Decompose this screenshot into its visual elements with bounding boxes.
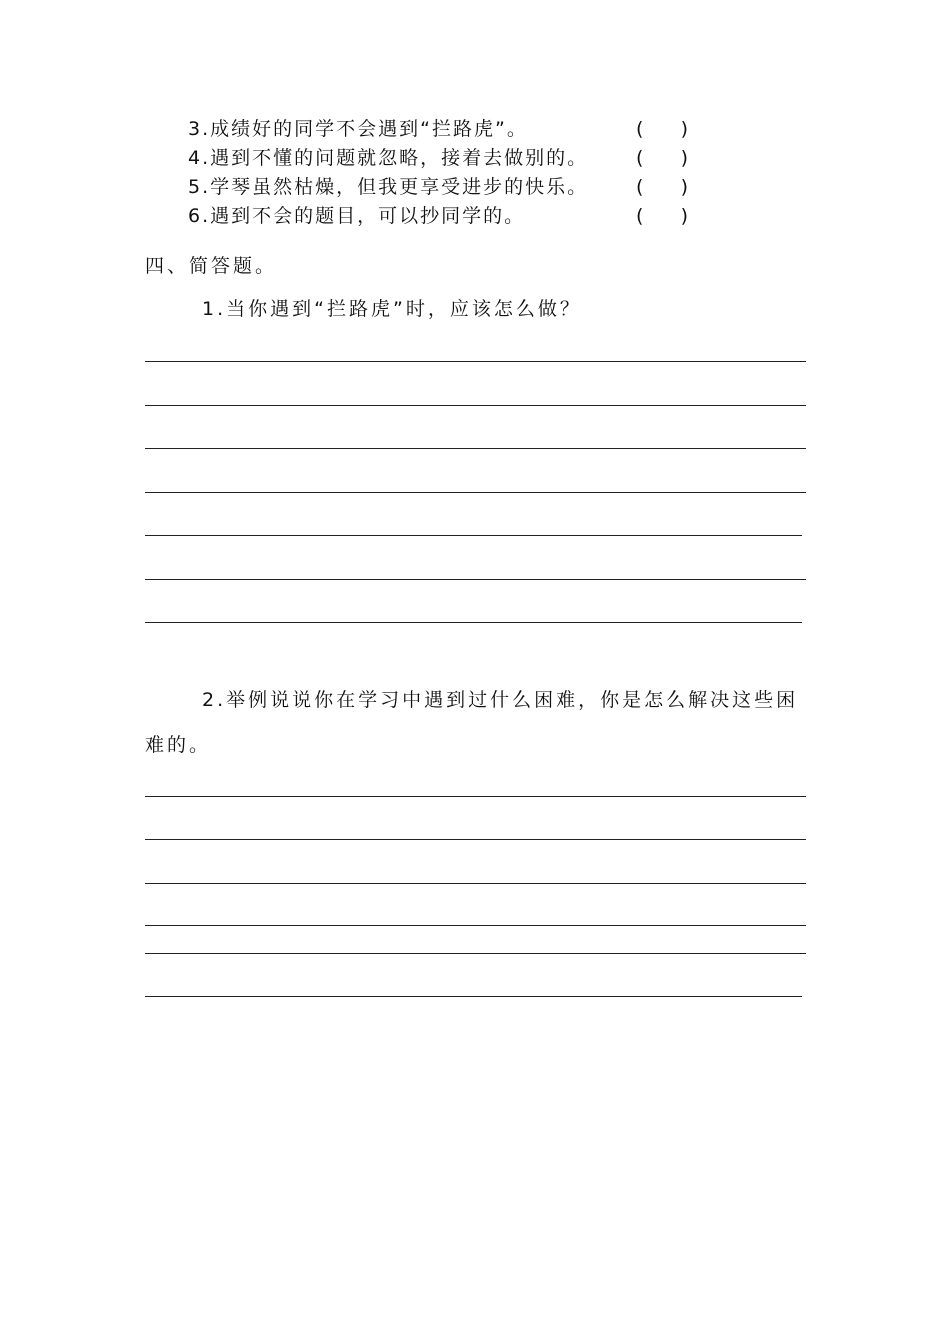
question-1: 1.当你遇到“拦路虎”时，应该怎么做？	[202, 298, 582, 320]
answer-line[interactable]	[145, 492, 806, 493]
right-paren: )	[680, 205, 690, 227]
answer-line[interactable]	[145, 405, 806, 406]
left-paren: (	[636, 176, 646, 198]
answer-line[interactable]	[145, 448, 806, 449]
answer-line[interactable]	[145, 579, 806, 580]
section-title: 四、简答题。	[145, 255, 278, 277]
question-2-line-2: 难的。	[145, 734, 212, 756]
answer-bracket[interactable]	[636, 115, 690, 143]
judgement-item-3	[188, 115, 708, 143]
question-2-line-1: 2.举例说说你在学习中遇到过什么困难，你是怎么解决这些困	[202, 689, 799, 711]
answer-line[interactable]	[145, 883, 806, 884]
right-paren: )	[680, 176, 690, 198]
answer-line[interactable]	[145, 622, 802, 623]
left-paren: (	[636, 147, 646, 169]
left-paren: (	[636, 205, 646, 227]
answer-line[interactable]	[145, 361, 806, 362]
answer-line[interactable]	[145, 535, 802, 536]
answer-line[interactable]	[145, 953, 806, 954]
answer-bracket[interactable]	[636, 173, 690, 201]
judgement-item-5	[188, 173, 708, 201]
answer-line[interactable]	[145, 796, 806, 797]
left-paren: (	[636, 118, 646, 140]
right-paren: )	[680, 118, 690, 140]
answer-line[interactable]	[145, 839, 806, 840]
judgement-item-4	[188, 144, 708, 172]
answer-line[interactable]	[145, 996, 802, 997]
judgement-text: 5.学琴虽然枯燥，但我更享受进步的快乐。	[188, 176, 589, 198]
right-paren: )	[680, 147, 690, 169]
answer-bracket[interactable]	[636, 144, 690, 172]
judgement-text: 3.成绩好的同学不会遇到“拦路虎”。	[188, 118, 528, 140]
judgement-text: 6.遇到不会的题目，可以抄同学的。	[188, 205, 526, 227]
judgement-text: 4.遇到不懂的问题就忽略，接着去做别的。	[188, 147, 589, 169]
answer-bracket[interactable]	[636, 202, 690, 230]
answer-line[interactable]	[145, 925, 806, 926]
judgement-item-6	[188, 202, 708, 230]
